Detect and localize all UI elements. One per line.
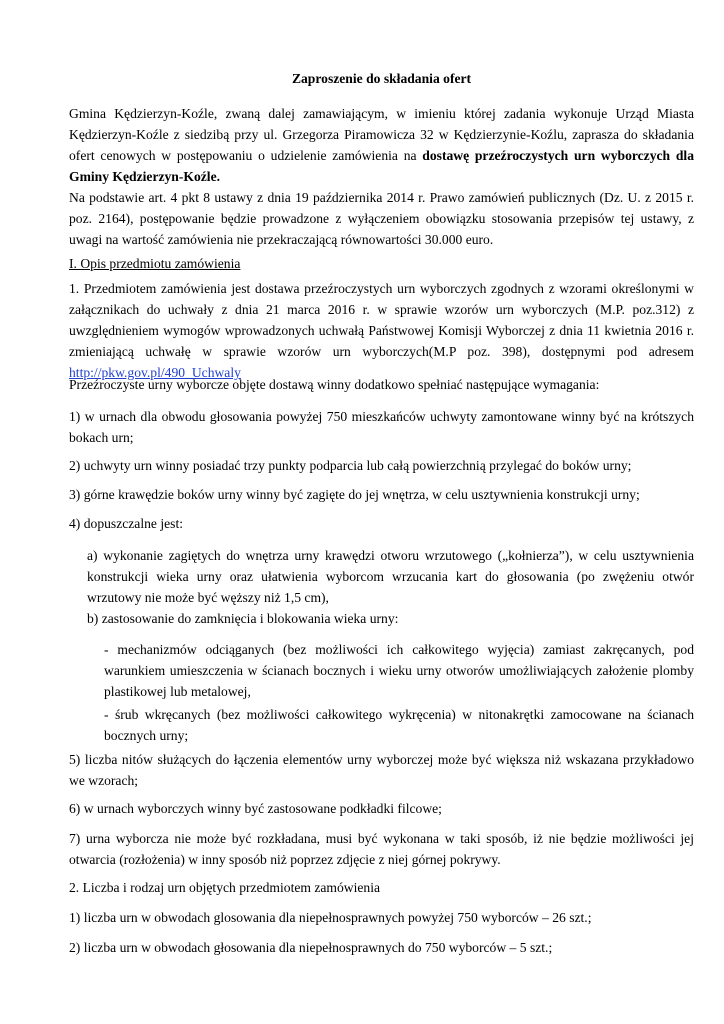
section2-heading: 2. Liczba i rodzaj urn objętych przedmiotem zamówienia — [69, 880, 381, 895]
requirement-6: 6) w urnach wyborczych winny być zastosowane podkładki filcowe; — [69, 801, 442, 816]
intro-paragraph — [69, 103, 694, 187]
section1-heading-text: I. Opis przedmiotu zamówienia — [69, 256, 241, 271]
count-1: 1) liczba urn w obwodach glosowania dla niepełnosprawnych powyżej 750 wyborców – 26 szt.; — [69, 910, 592, 925]
requirement-2: 2) uchwyty urn winny posiadać trzy punkty podparcia lub całą powierzchnią przylegać do boków urny; — [69, 458, 632, 473]
requirement-3: 3) górne krawędzie boków urny winny być zagięte do jej wnętrza, w celu usztywnienia konstrukcji urny; — [69, 487, 640, 502]
legal-basis-paragraph: Na podstawie art. 4 pkt 8 ustawy z dnia 19 października 2014 r. Prawo zamówień publicznych (Dz. U. z 2015 r. poz. 2164), postępowanie będzie prowadzone z wyłączeniem obowiązku stosowania przepisów tej ustawy, z uwagi na wartość zamówienia nie przekraczającą równowartości 30.000 euro. — [69, 190, 694, 247]
requirement-4b-dash-2: - śrub wkręcanych (bez możliwości całkowitego wykręcenia) w nitonakrętki zamocowane na ścianach bocznych urny; — [104, 707, 694, 743]
intro-bold-subject: dostawę przeźroczystych urn wyborczych dla Gminy Kędzierzyn-Koźle. — [69, 148, 694, 184]
requirement-1: 1) w urnach dla obwodu głosowania powyżej 750 mieszkańców uchwyty zamontowane winny być na krótszych bokach urn; — [69, 409, 694, 445]
section1-heading — [69, 253, 694, 274]
intro-text: Gmina Kędzierzyn-Koźle, zwaną dalej zamawiającym, w imieniu której zadania wykonuje Urząd Miasta Kędzierzyn-Koźle z siedzibą przy ul. Grzegorza Piramowicza 32 w Kędzierzynie-Koźlu, zaprasza do składania ofert cenowych w postępowaniu o udzielenie zamówienia na — [69, 106, 694, 163]
requirement-4b: b) zastosowanie do zamknięcia i blokowania wieka urny: — [87, 611, 399, 626]
requirement-5: 5) liczba nitów służących do łączenia elementów urny wyborczej może być większa niż wskazana przykładowo we wzorach; — [69, 752, 694, 788]
document-title: Zaproszenie do składania ofert — [291, 71, 472, 86]
para1-paragraph — [69, 278, 694, 383]
requirement-4b-dash-1: - mechanizmów odciąganych (bez możliwości ich całkowitego wyjęcia) zamiast zakręcanych, pod warunkiem umieszczenia w ścianach bocznych i wieku urny otworów umożliwiających założenie plomby plastikowej lub metalowej, — [104, 642, 694, 699]
requirements-intro: Przeźroczyste urny wyborcze objęte dostawą winny dodatkowo spełniać następujące wymagania: — [69, 377, 600, 392]
requirement-4: 4) dopuszczalne jest: — [69, 516, 183, 531]
requirement-7: 7) urna wyborcza nie może być rozkładana, musi być wykonana w taki sposób, iż nie będzie możliwości jej otwarcia (rozłożenia) w inny sposób niż poprzez zdjęcie z niej górnej pokrywy. — [69, 831, 694, 867]
requirement-4a: a) wykonanie zagiętych do wnętrza urny krawędzi otworu wrzutowego („kołnierza”), w celu usztywnienia konstrukcji wieka urny oraz ułatwienia wyborcom wrzucania kart do głosowania (po zwężeniu otwór wrzutowy nie może być węższy niż 1,5 cm), — [87, 548, 694, 605]
pkw-link[interactable]: http://pkw.gov.pl/490_Uchwaly — [69, 365, 241, 380]
para1-text: 1. Przedmiotem zamówienia jest dostawa przeźroczystych urn wyborczych zgodnych z wzorami określonymi w załącznikach do uchwały z dnia 21 marca 2016 r. w sprawie wzorów urn wyborczych (M.P. poz.312) z uwzględnieniem wymogów wprowadzonych uchwałą Państwowej Komisji Wyborczej z dnia 11 kwietnia 2016 r. zmieniającą uchwałę w sprawie wzorów urn wyborczych(M.P poz. 398), dostępnymi pod adresem — [69, 281, 694, 359]
count-2: 2) liczba urn w obwodach głosowania dla niepełnosprawnych do 750 wyborców – 5 szt.; — [69, 940, 553, 955]
